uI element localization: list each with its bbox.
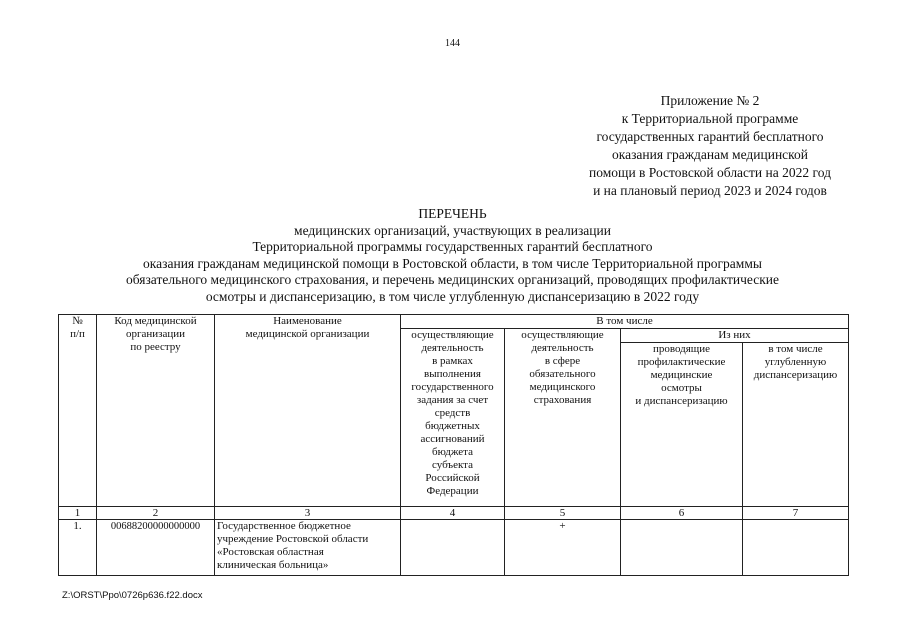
column-number: 2 (97, 507, 215, 520)
title-line: осмотры и диспансеризацию, в том числе углубленную диспансеризацию в 2022 году (205, 288, 700, 304)
header-col7: в том числе углубленную диспансеризацию (743, 343, 849, 507)
appendix-line: оказания гражданам медицинской (611, 147, 809, 162)
appendix-line: к Территориальной программе (621, 111, 799, 126)
title-heading: ПЕРЕЧЕНЬ (418, 206, 487, 221)
header-name: Наименование медицинской организации (215, 315, 401, 507)
row-col5: + (505, 520, 621, 576)
row-col4 (401, 520, 505, 576)
header-of-them: Из них (621, 329, 849, 343)
appendix-line: помощи в Ростовской области на 2022 год (589, 165, 831, 180)
row-name: Государственное бюджетное учреждение Ростовской области «Ростовская областная клиническая больница» (215, 520, 401, 576)
header-code: Код медицинской организации по реестру (97, 315, 215, 507)
appendix-line: государственных гарантий бесплатного (596, 129, 824, 144)
appendix-header (555, 92, 865, 200)
title-line: оказания гражданам медицинской помощи в Ростовской области, в том числе Территориальной программы (143, 255, 762, 271)
row-code: 00688200000000000 (97, 520, 215, 576)
appendix-line: Приложение № 2 (660, 93, 760, 108)
column-number: 6 (621, 507, 743, 520)
table-row (59, 520, 849, 576)
title-line: обязательного медицинского страхования, и перечень медицинских организаций, проводящих профилактические (125, 272, 780, 287)
header-num: № п/п (59, 315, 97, 507)
page-number: 144 (445, 38, 460, 49)
header-col4: осуществляющие деятельность в рамках выполнения государственного задания за счет средств бюджетных ассигнований бюджета субъекта Российской Федерации (401, 329, 505, 507)
row-col7 (743, 520, 849, 576)
column-number: 1 (59, 507, 97, 520)
header-col5: осуществляющие деятельность в сфере обязательного медицинского страхования (505, 329, 621, 507)
organizations-table (58, 314, 849, 576)
appendix-line: и на плановый период 2023 и 2024 годов (593, 183, 827, 198)
row-col6 (621, 520, 743, 576)
header-including: В том числе (401, 315, 849, 329)
row-num: 1. (59, 520, 97, 576)
title-line: медицинских организаций, участвующих в реализации (294, 222, 611, 238)
column-number: 4 (401, 507, 505, 520)
column-number: 3 (215, 507, 401, 520)
header-col6: проводящие профилактические медицинские осмотры и диспансеризацию (621, 343, 743, 507)
footer-file-path: Z:\ORST\Ppo\0726p636.f22.docx (62, 590, 203, 601)
document-title (40, 206, 865, 305)
column-number: 5 (505, 507, 621, 520)
title-line: Территориальной программы государственных гарантий бесплатного (252, 239, 653, 254)
column-number: 7 (743, 507, 849, 520)
